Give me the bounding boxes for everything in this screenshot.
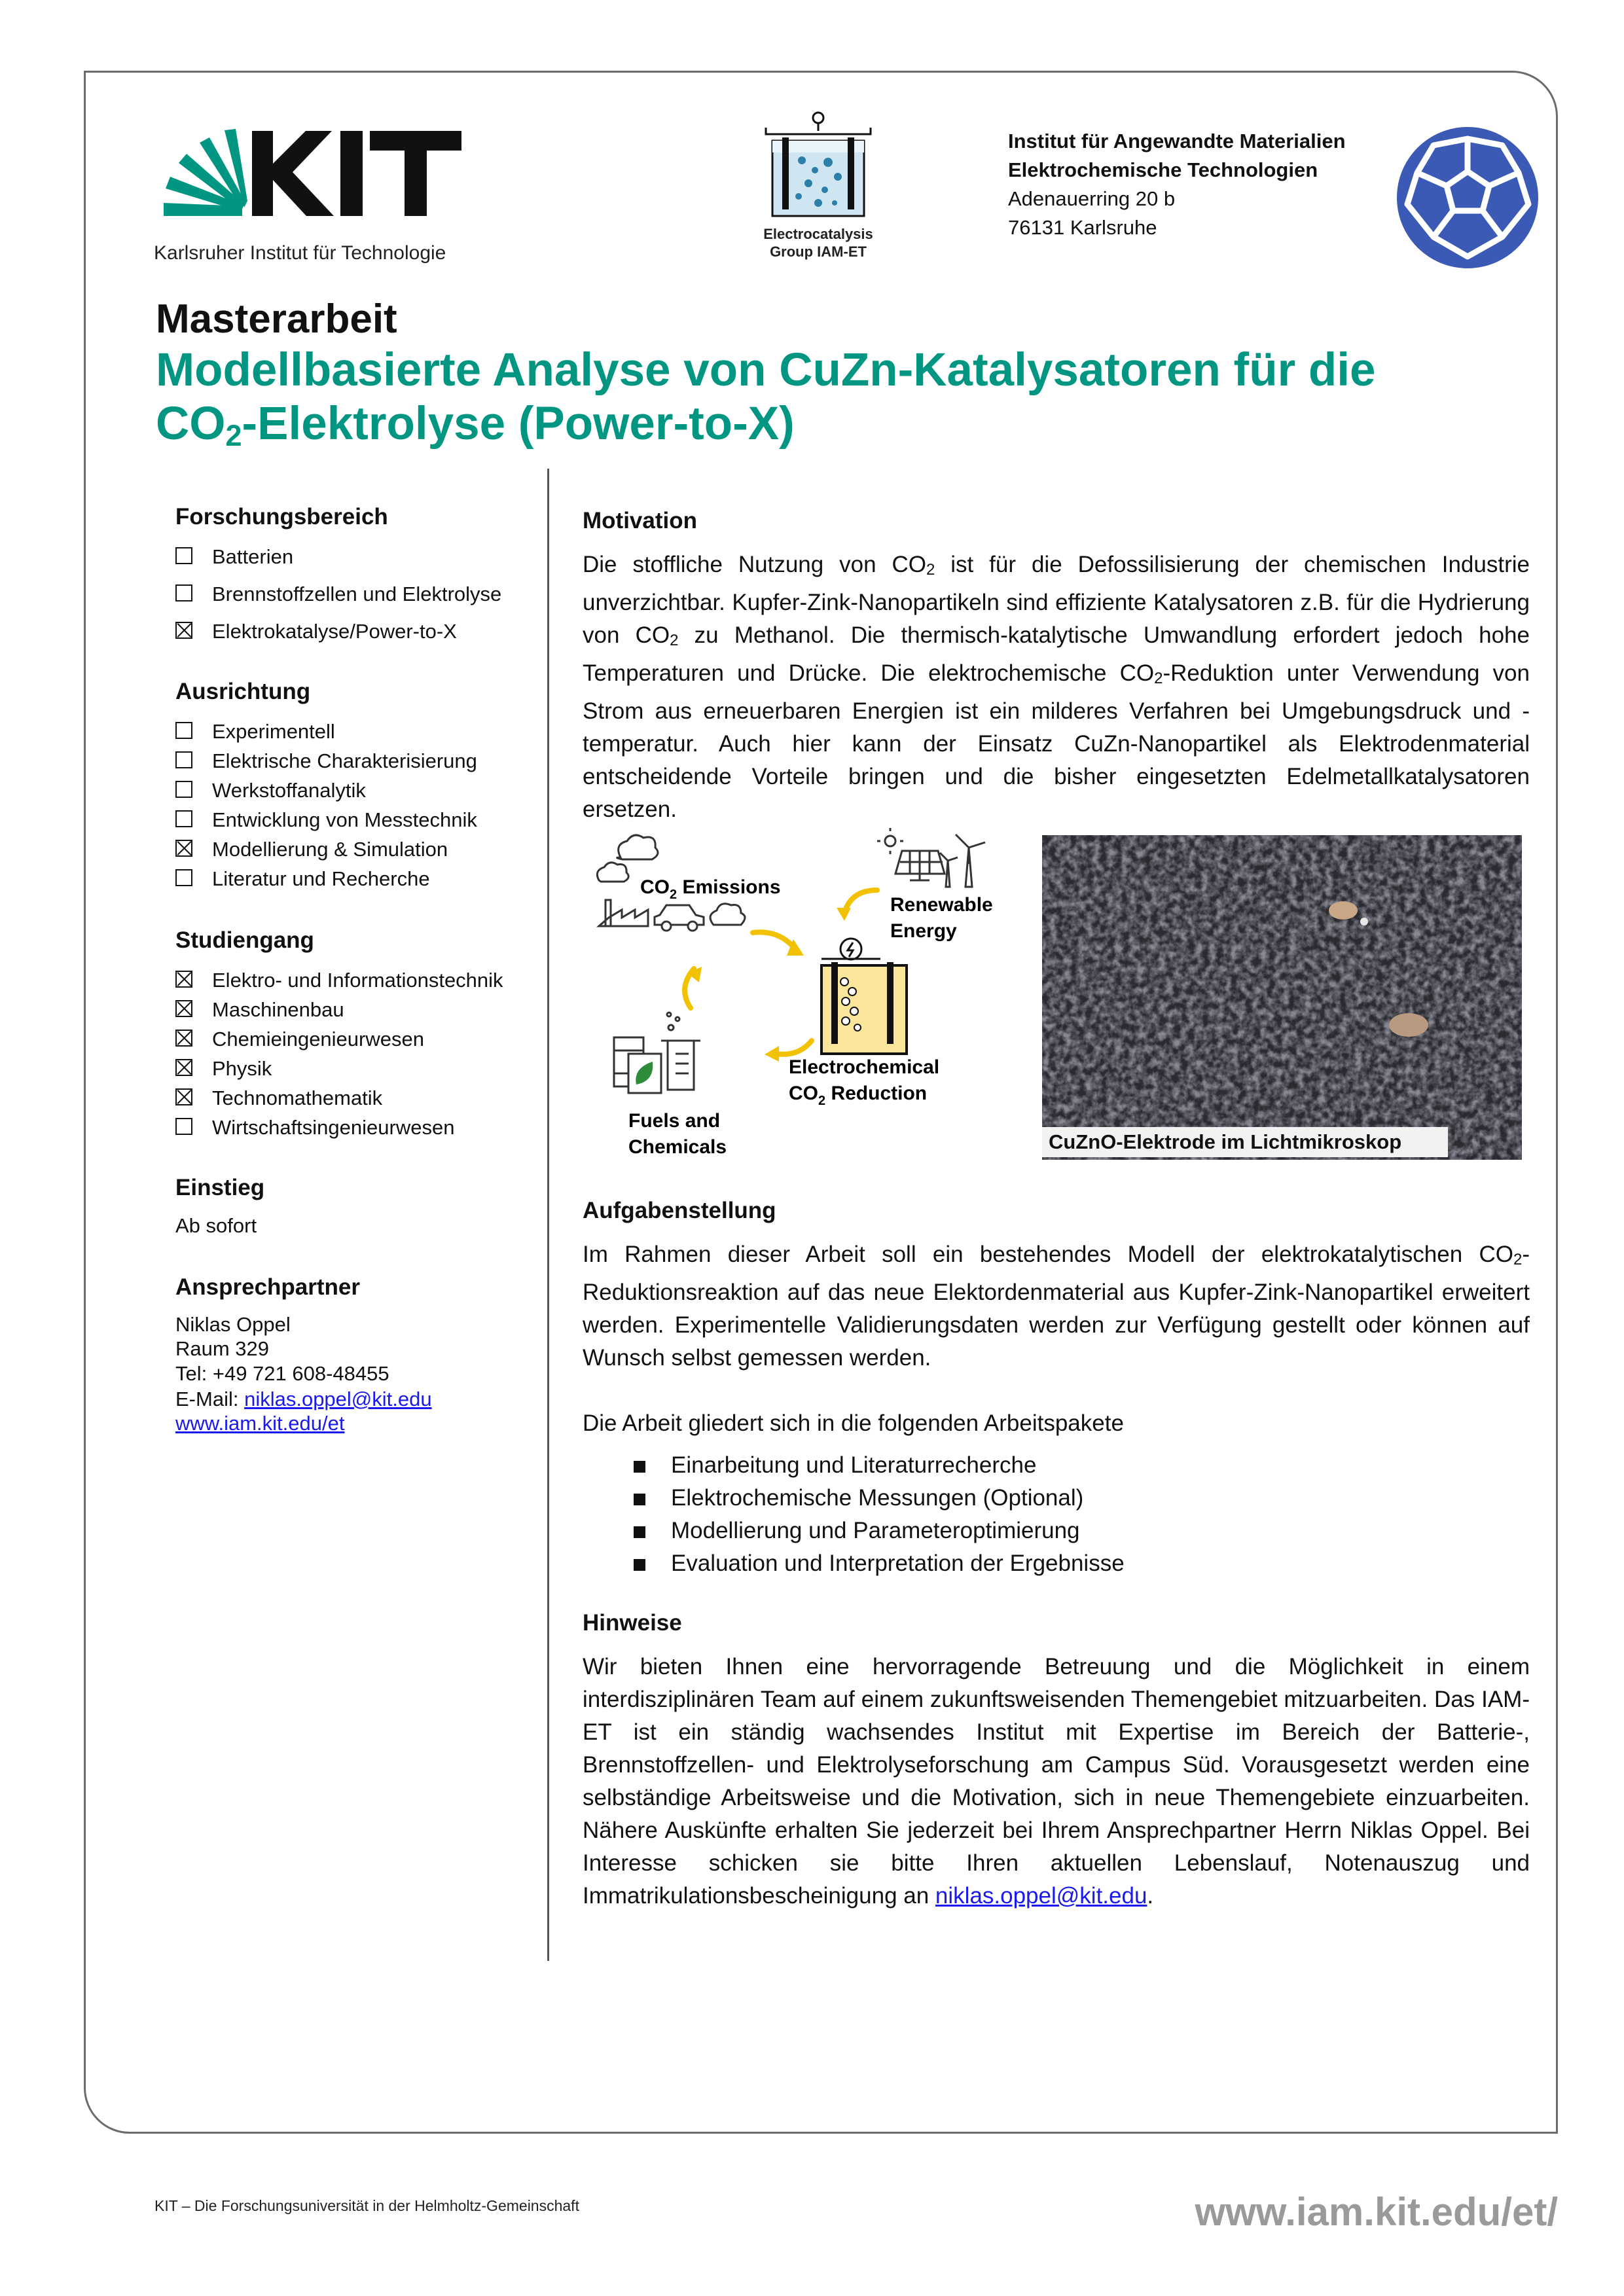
electrocatalysis-logo: [746, 111, 890, 265]
title-co: CO: [156, 398, 226, 450]
motivation-part: Die stoffliche Nutzung von CO: [583, 552, 926, 577]
address-street: Adenauerring 20 b: [1008, 187, 1176, 210]
iam-logo: [1391, 126, 1545, 270]
solar-wind-icon: [877, 828, 985, 887]
checkbox-messtechnik[interactable]: [175, 805, 542, 834]
checkbox-empty: [175, 751, 192, 768]
bullet-square: [634, 1526, 645, 1538]
hinweise-end: .: [1147, 1883, 1154, 1909]
checkbox-elektrische-charakterisierung[interactable]: [175, 746, 542, 776]
checkbox-etit[interactable]: [175, 965, 542, 995]
motivation-text: [583, 548, 1530, 826]
fuels-label-2: Chemicals: [628, 1136, 727, 1158]
checkbox-label: Werkstoffanalytik: [212, 779, 366, 802]
institute-name: Institut für Angewandte Materialien: [1008, 130, 1346, 152]
address-city: 76131 Karlsruhe: [1008, 216, 1157, 239]
renewable-label-1: Renewable: [890, 894, 993, 916]
renewable-label-2: Energy: [890, 920, 957, 942]
column-divider: [547, 469, 549, 1961]
checkbox-checked: [175, 622, 192, 639]
thesis-type: Masterarbeit: [156, 296, 397, 342]
checkbox-empty: [175, 584, 192, 601]
sidebar: [175, 504, 542, 1435]
checkbox-label: Experimentell: [212, 720, 335, 743]
electrolyzer-icon: [821, 939, 907, 1054]
hinweise-section: [583, 1610, 1530, 1912]
checkbox-checked: [175, 1059, 192, 1076]
aufgabe-heading: Aufgabenstellung: [583, 1198, 776, 1223]
thesis-title-line2: [156, 397, 1530, 463]
hinweise-text: [583, 1651, 1530, 1912]
motivation-section: [583, 508, 1530, 826]
aufgabe-intro: Die Arbeit gliedert sich in die folgenden Arbeitspakete: [583, 1410, 1124, 1436]
checkbox-label: Entwicklung von Messtechnik: [212, 808, 477, 831]
checkbox-literatur[interactable]: [175, 864, 542, 893]
ec-logo-line1: Electrocatalysis: [763, 226, 873, 242]
checkbox-label: Maschinenbau: [212, 998, 344, 1021]
hinweise-heading: Hinweise: [583, 1610, 682, 1636]
aufgabe-text: [583, 1238, 1530, 1374]
motivation-part: zu Methanol. Die thermisch-katalytische Umwandlung erfordert jedoch hohe Temperaturen und Drücke. Die elektrochemische CO: [583, 622, 1530, 686]
checkbox-label: Elektrokatalyse/Power-to-X: [212, 620, 457, 643]
checkbox-label: Modellierung & Simulation: [212, 838, 448, 861]
work-package-item: [583, 1449, 1530, 1482]
forschung-heading: Forschungsbereich: [175, 504, 388, 529]
checkbox-physik[interactable]: [175, 1054, 542, 1083]
cloud-icon: [710, 904, 745, 925]
checkbox-label: Brennstoffzellen und Elektrolyse: [212, 583, 502, 605]
checkbox-empty: [175, 810, 192, 827]
car-icon: [655, 905, 704, 931]
micrograph-photo: [1042, 835, 1522, 1160]
checkbox-checked: [175, 840, 192, 857]
einstieg-heading: Einstieg: [175, 1175, 265, 1200]
checkbox-label: Elektrische Charakterisierung: [212, 749, 477, 772]
work-package-text: Evaluation und Interpretation der Ergebnisse: [671, 1551, 1125, 1576]
hinweise-body: Wir bieten Ihnen eine hervorragende Betreuung und die Möglichkeit in einem interdisziplinären Team auf einem zukunftsweisenden Themengebiet mitzuarbeiten. Das IAM-ET ist ein ständig wachsendes Institut mit Expertise im Bereich der Batterie-, Brennstoffzellen- und Elektrolyseforschung am Campus Süd. Vorausgesetzt werden eine selbständige Arbeitsweise und die Motivation, sich in neue Themengebiete einzuarbeiten. Nähere Auskünfte erhalten Sie jederzeit bei Ihrem Ansprechpartner Herrn Niklas Oppel. Bei Interesse schicken sie bitte Ihren aktuellen Lebenslauf, Notenauszug und Immatrikulationsbescheinigung an: [583, 1654, 1530, 1909]
checkbox-label: Elektro- und Informationstechnik: [212, 969, 503, 992]
checkbox-checked: [175, 1000, 192, 1017]
bullet-square: [634, 1461, 645, 1473]
sub: 2: [1513, 1251, 1523, 1268]
checkbox-checked: [175, 971, 192, 988]
footer-url[interactable]: www.iam.kit.edu/et/: [1195, 2190, 1558, 2234]
aufgabe-part: -Reduktionsreaktion auf das neue Elektordenmaterial aus Kupfer-Zink-Nanopartikel erweitert werden. Experimentelle Validierungsdaten werden zur Verfügung gestellt oder können auf Wunsch selbst gemessen werden.: [583, 1242, 1530, 1371]
checkbox-checked: [175, 1088, 192, 1105]
kontakt-name: Niklas Oppel: [175, 1313, 291, 1336]
co2-cycle-diagram: [589, 828, 1034, 1175]
checkbox-wirtschaftsingenieurwesen[interactable]: [175, 1113, 542, 1142]
motivation-part: ist für die Defossilisierung der chemischen Industrie unverzichtbar. Kupfer-Zink-Nanopartikeln sind effiziente Katalysatoren z.B. für die Hydrierung von CO: [583, 552, 1530, 648]
ausrichtung-heading: Ausrichtung: [175, 679, 311, 704]
checkbox-label: Technomathematik: [212, 1086, 383, 1109]
checkbox-brennstoffzellen[interactable]: [175, 579, 542, 609]
checkbox-checked: [175, 1030, 192, 1047]
checkbox-werkstoffanalytik[interactable]: [175, 776, 542, 805]
checkbox-batterien[interactable]: [175, 542, 542, 571]
studiengang-heading: Studiengang: [175, 927, 314, 953]
sub: 2: [1154, 670, 1163, 687]
co2-emissions-label: $CO_2$ Emissions: [640, 876, 781, 902]
ec-logo-line2: Group IAM-ET: [770, 243, 867, 260]
checkbox-label: Physik: [212, 1057, 272, 1080]
aufgabe-section: [583, 1198, 1530, 1580]
electrochem-label-1: Electrochemical: [789, 1056, 940, 1078]
work-package-text: Elektrochemische Messungen (Optional): [671, 1485, 1084, 1511]
kontakt-web-row: [175, 1412, 542, 1435]
hinweise-email-link[interactable]: niklas.oppel@kit.edu: [935, 1883, 1147, 1909]
motivation-part: -Reduktion unter Verwendung von Strom aus erneuerbaren Energien ist ein milderes Verfahren bei Umgebungsdruck und -temperatur. Auch hier kann der Einsatz CuZn-Nanopartikel als Elektrodenmaterial entscheidende Vorteile bringen und die bisher eingesetzten Edelmetallkatalysatoren ersetzen.: [583, 660, 1530, 822]
bullet-square: [634, 1559, 645, 1571]
title-rest: -Elektrolyse (Power-to-X): [242, 398, 795, 450]
work-package-text: Modellierung und Parameteroptimierung: [671, 1518, 1080, 1543]
email-label: E-Mail:: [175, 1388, 245, 1410]
checkbox-maschinenbau[interactable]: [175, 995, 542, 1024]
kontakt-room: Raum 329: [175, 1337, 270, 1360]
kontakt-heading: Ansprechpartner: [175, 1274, 361, 1300]
sub: 2: [670, 632, 679, 649]
title-sub: 2: [225, 419, 242, 452]
checkbox-label: Batterien: [212, 545, 294, 568]
bullet-square: [634, 1494, 645, 1505]
checkbox-modellierung[interactable]: [175, 834, 542, 864]
checkbox-label: Wirtschaftsingenieurwesen: [212, 1116, 455, 1139]
work-package-text: Einarbeitung und Literaturrecherche: [671, 1452, 1037, 1478]
footer-text: KIT – Die Forschungsuniversität in der Helmholtz-Gemeinschaft: [154, 2197, 579, 2214]
thesis-title-line1: Modellbasierte Analyse von CuZn-Katalysatoren für die: [156, 344, 1376, 396]
checkbox-label: Chemieingenieurwesen: [212, 1028, 424, 1050]
kontakt-phone: Tel: +49 721 608-48455: [175, 1362, 389, 1385]
institute-address: [1008, 127, 1346, 242]
work-package-item: [583, 1515, 1530, 1547]
checkbox-empty: [175, 1118, 192, 1135]
electrochem-label-2: $CO_2$ Reduction: [789, 1083, 928, 1108]
kontakt-email-link[interactable]: niklas.oppel@kit.edu: [244, 1388, 432, 1410]
work-package-item: [583, 1482, 1530, 1515]
institute-department: Elektrochemische Technologien: [1008, 158, 1318, 181]
kontakt-web-link[interactable]: www.iam.kit.edu/et: [175, 1412, 345, 1435]
aufgabe-part: Im Rahmen dieser Arbeit soll ein bestehendes Modell der elektrokatalytischen CO: [583, 1242, 1513, 1267]
checkbox-elektrokatalyse[interactable]: [175, 617, 542, 646]
photo-caption: CuZnO-Elektrode im Lichtmikroskop: [1042, 1127, 1448, 1157]
motivation-heading: Motivation: [583, 508, 697, 533]
checkbox-empty: [175, 781, 192, 798]
checkbox-technomathematik[interactable]: [175, 1083, 542, 1113]
kontakt-email-row: [175, 1387, 542, 1412]
checkbox-label: Literatur und Recherche: [212, 867, 430, 890]
fuels-icon: [614, 1013, 700, 1093]
checkbox-empty: [175, 547, 192, 564]
checkbox-experimentell[interactable]: [175, 717, 542, 746]
thesis-title: [156, 344, 1530, 463]
kit-subtitle: Karlsruher Institut für Technologie: [154, 242, 446, 264]
checkbox-empty: [175, 869, 192, 886]
einstieg-value: Ab sofort: [175, 1214, 257, 1237]
sub: 2: [926, 561, 935, 579]
work-package-item: [583, 1547, 1530, 1580]
checkbox-empty: [175, 722, 192, 739]
checkbox-chemieingenieurwesen[interactable]: [175, 1024, 542, 1054]
fuels-label-1: Fuels and: [628, 1110, 721, 1132]
